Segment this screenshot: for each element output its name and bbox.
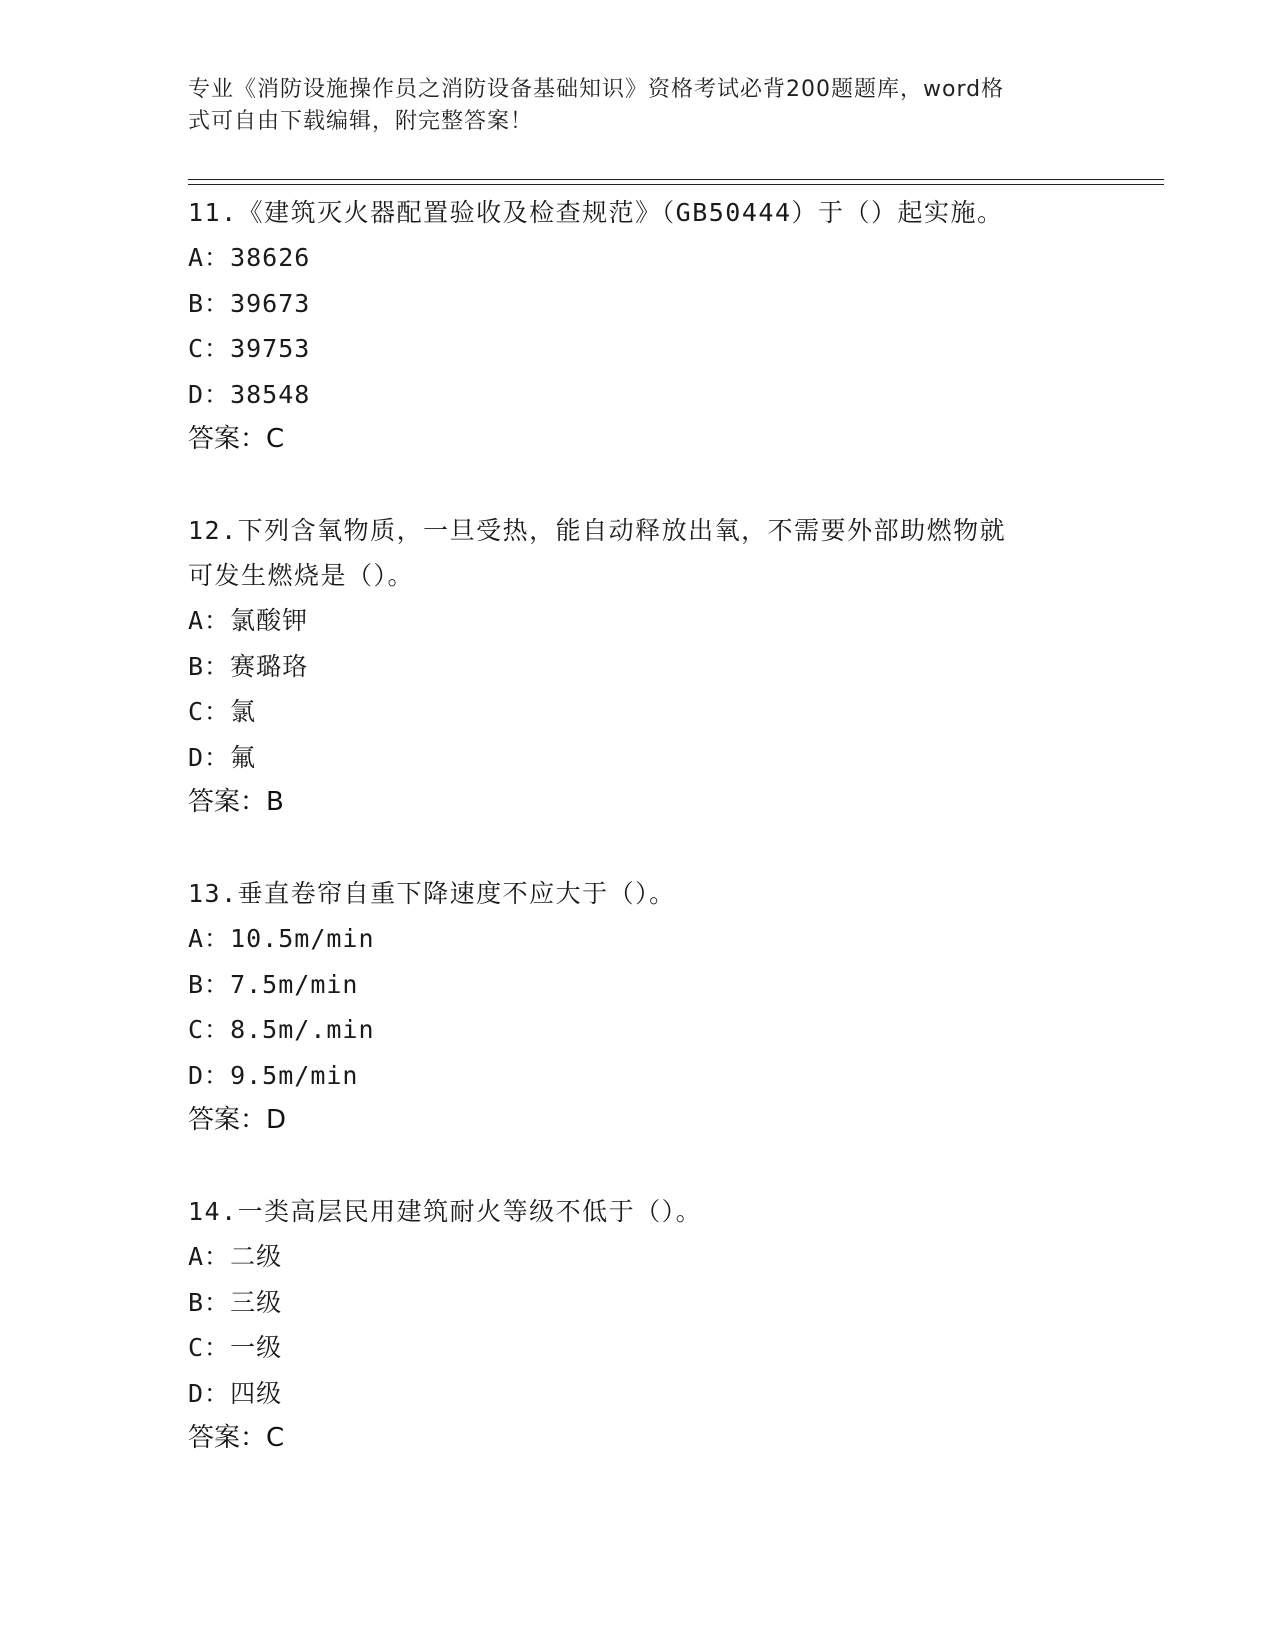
option-b <box>188 281 1088 327</box>
option-text: 9.5m/min <box>230 1060 359 1090</box>
answer-label: 答案： <box>188 787 267 817</box>
option-d <box>188 1053 1088 1099</box>
option-d <box>188 372 1088 418</box>
option-key: B： <box>188 651 231 681</box>
header-divider-top <box>188 179 1164 180</box>
option-d <box>188 735 1088 781</box>
option-text: 一级 <box>230 1333 283 1362</box>
option-text: 7.5m/min <box>230 969 359 999</box>
option-key: A： <box>188 243 231 272</box>
option-d <box>188 1371 1088 1417</box>
answer-line <box>188 780 1088 825</box>
header-line-1: 专业《消防设施操作员之消防设备基础知识》资格考试必背200题题库，word格 <box>188 77 1005 102</box>
option-key: A： <box>188 606 231 635</box>
header-line-2: 式可自由下载编辑，附完整答案！ <box>188 109 534 134</box>
option-key: C： <box>188 334 231 363</box>
answer-value: C <box>266 1423 285 1453</box>
option-text: 8.5m/.min <box>230 1015 375 1044</box>
option-a <box>188 598 1088 644</box>
option-b <box>188 1280 1088 1326</box>
question-list <box>188 190 1088 1507</box>
option-c <box>188 326 1088 372</box>
option-text: 三级 <box>230 1287 283 1317</box>
option-key: B： <box>188 1287 231 1317</box>
option-key: C： <box>188 1015 231 1044</box>
option-a <box>188 916 1088 962</box>
option-text: 10.5m/min <box>230 924 375 953</box>
option-text: 氯酸钾 <box>230 606 309 635</box>
option-text: 38626 <box>230 243 311 272</box>
option-b <box>188 962 1088 1008</box>
option-a <box>188 1234 1088 1280</box>
option-c <box>188 1325 1088 1371</box>
question-stem-line: 14.一类高层民用建筑耐火等级不低于（）。 <box>188 1197 703 1226</box>
question-14 <box>188 1189 1088 1461</box>
answer-label: 答案： <box>188 1423 267 1453</box>
question-stem-line: 可发生燃烧是（）。 <box>188 561 415 590</box>
question-stem-line: 13.垂直卷帘自重下降速度不应大于（）。 <box>188 879 676 908</box>
option-key: B： <box>188 288 231 318</box>
question-13 <box>188 871 1088 1143</box>
question-stem-line: 11.《建筑灭火器配置验收及检查规范》（GB50444）于（）起实施。 <box>188 198 1004 227</box>
option-key: C： <box>188 1333 231 1362</box>
option-key: D： <box>188 1378 231 1408</box>
option-key: A： <box>188 924 231 953</box>
option-c <box>188 1007 1088 1053</box>
answer-value: B <box>266 787 284 817</box>
header-divider-bottom <box>188 184 1164 185</box>
option-text: 38548 <box>230 379 311 409</box>
option-key: A： <box>188 1242 231 1271</box>
option-key: D： <box>188 742 231 772</box>
answer-value: D <box>266 1105 287 1135</box>
option-text: 四级 <box>230 1378 283 1408</box>
answer-label: 答案： <box>188 424 267 454</box>
answer-line <box>188 417 1088 462</box>
option-b <box>188 644 1088 690</box>
option-key: D： <box>188 379 231 409</box>
option-text: 氟 <box>230 742 257 772</box>
option-text: 氯 <box>230 697 257 726</box>
option-key: C： <box>188 697 231 726</box>
document-header <box>188 74 1068 138</box>
option-text: 39753 <box>230 334 311 363</box>
answer-line <box>188 1098 1088 1143</box>
option-text: 赛璐珞 <box>230 651 309 681</box>
option-key: B： <box>188 969 231 999</box>
option-a <box>188 235 1088 281</box>
answer-label: 答案： <box>188 1105 267 1135</box>
option-key: D： <box>188 1060 231 1090</box>
answer-value: C <box>266 424 285 454</box>
question-11 <box>188 190 1088 462</box>
option-text: 39673 <box>230 288 311 318</box>
option-c <box>188 689 1088 735</box>
option-text: 二级 <box>230 1242 283 1271</box>
question-12 <box>188 508 1088 825</box>
answer-line <box>188 1416 1088 1461</box>
question-stem-line: 12.下列含氧物质，一旦受热，能自动释放出氧，不需要外部助燃物就 <box>188 516 1007 545</box>
